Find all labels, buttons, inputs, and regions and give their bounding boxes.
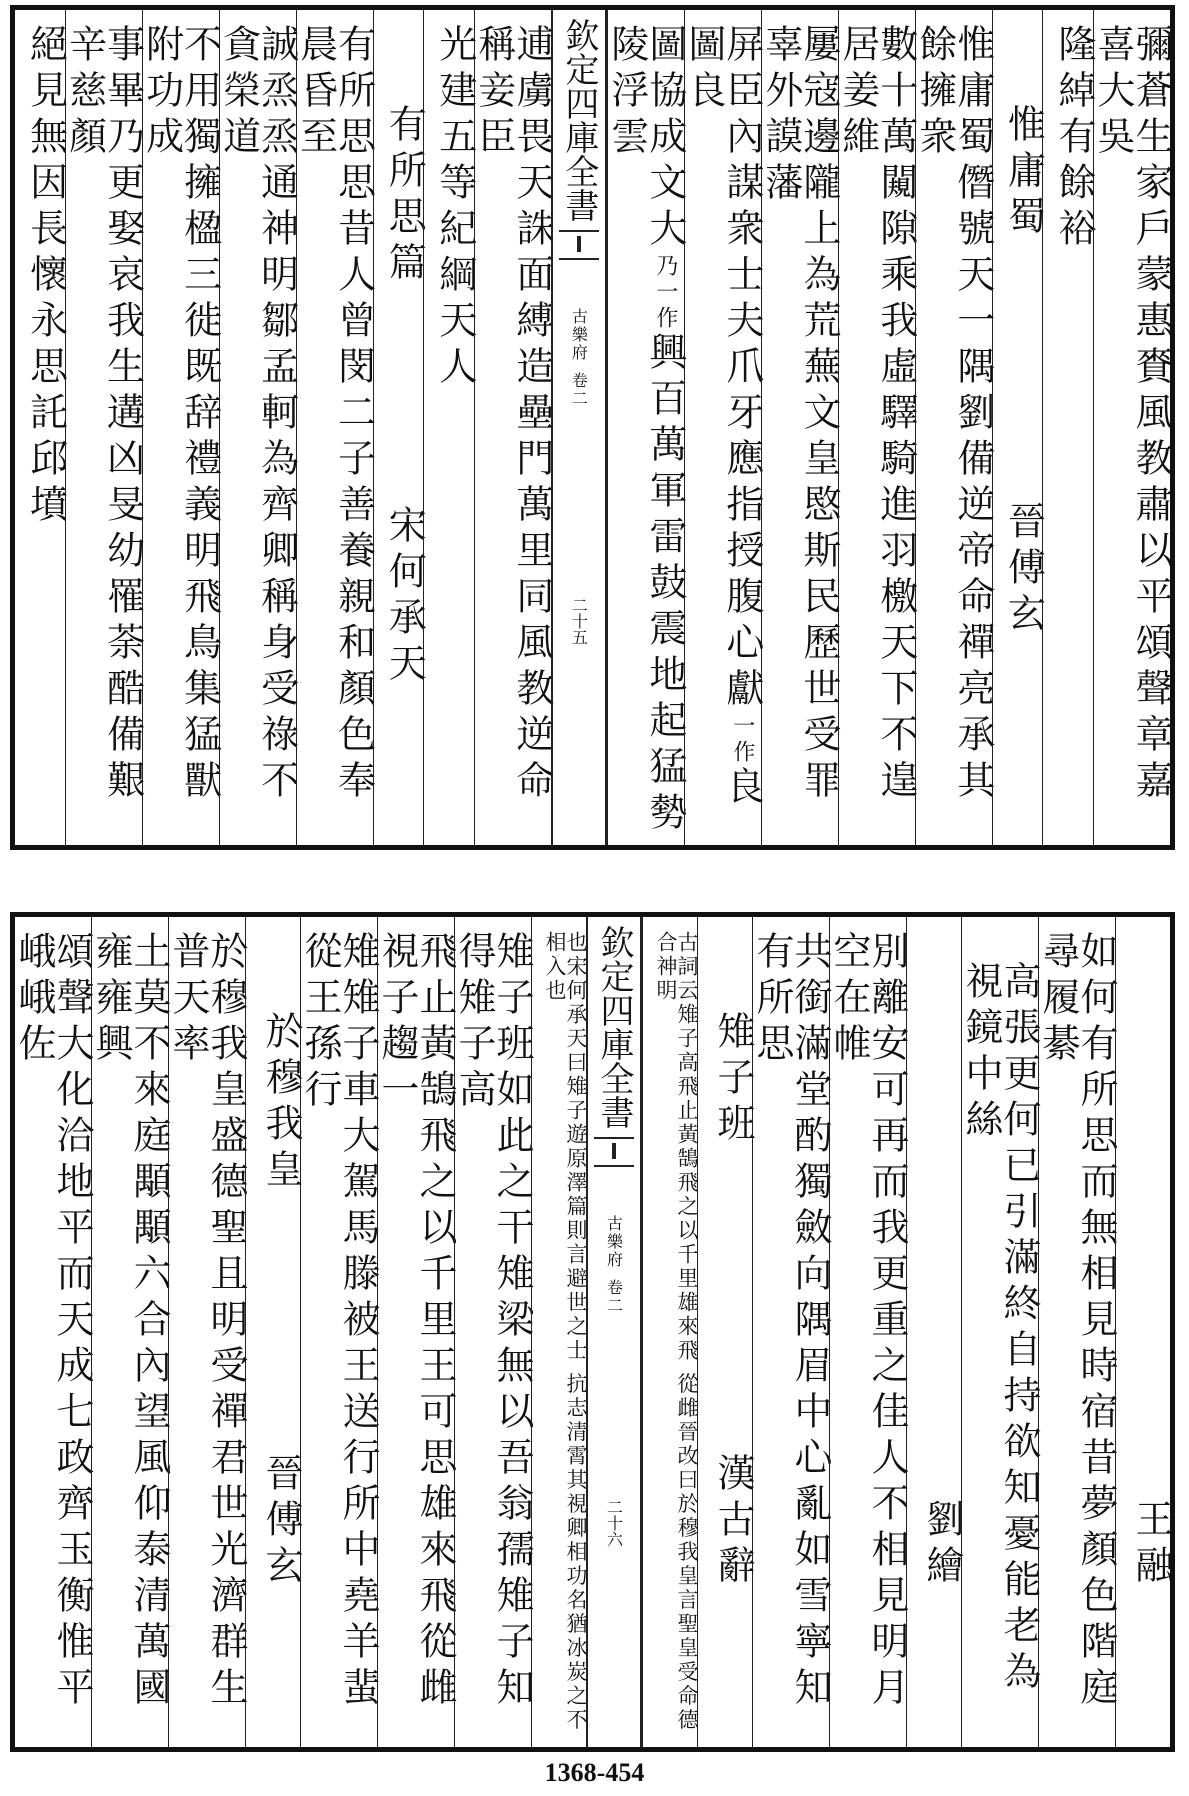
text-column (604, 10, 687, 845)
poem-title: 惟庸蜀 (1001, 104, 1046, 242)
text-column (12, 917, 94, 1747)
column-text: 屢寇邊隴上為荒蕪文皇愍斯民歷世受罪辜外謨藩 (758, 24, 841, 806)
text-column (166, 917, 248, 1747)
upper-page (10, 5, 1175, 850)
column-text: 共銜滿堂酌獨斂向隅眉中心亂如雪寧知有所思 (750, 931, 832, 1713)
column-text: 頌聲大化洽地平而天成七政齊玉衡惟平峨峨佐 (12, 931, 94, 1713)
text-column (758, 10, 841, 845)
poem-author: 晉傅玄 (1001, 501, 1046, 639)
folio-number: 二十五 (569, 597, 589, 645)
author-column (906, 917, 964, 1747)
annotation-text: 也宋何承天曰雉子遊原澤篇則言避世之士 抗志清霄其視卿相功名猶冰炭之不相入也 (543, 931, 588, 1733)
text-column (912, 10, 995, 845)
text-column (835, 10, 918, 845)
volume-label: 卷二 (569, 372, 589, 408)
column-text: 高張更何已引滿終自持欲知憂能老為視鏡中絲 (959, 961, 1041, 1697)
text-column (471, 10, 554, 845)
text-column (750, 917, 832, 1747)
page-number: 1368-454 (544, 1758, 645, 1787)
column-text: 光建五等紀綱天人 (432, 24, 477, 392)
column-text: 彌蒼生家戶蒙惠賚風教肅以平頌聲章嘉喜大吳 (1091, 24, 1173, 806)
column-text: 逋虜畏天誅面縛造壘門萬里同風教逆命稱妾臣 (471, 24, 554, 806)
column-text: 圖協成文大乃一作興百萬軍雷鼓震地起猛勢陵浮雲 (604, 24, 687, 838)
text-column (452, 917, 534, 1747)
collection-name: 古樂府 (569, 308, 589, 362)
poem-author: 晉傅玄 (259, 1453, 303, 1591)
column-text: 別離安可再而我更重之佳人不相見明月空在帷 (827, 931, 909, 1713)
title-column (373, 10, 427, 845)
poem-title: 有所思篇 (382, 104, 427, 288)
poem-author: 劉繪 (920, 1499, 964, 1591)
text-column (959, 917, 1041, 1747)
fishtail-mark (594, 1137, 634, 1167)
text-column (293, 10, 376, 845)
book-title: 欽定四庫全書 (558, 18, 599, 222)
volume-label: 卷二 (604, 1279, 624, 1315)
column-text: 不用獨擁楹三徙既辞禮義明飛鳥集猛獸附功成 (139, 24, 222, 806)
column-text: 雉雉子車大駕馬滕被王送行所中堯羊蜚從王孫行 (298, 931, 380, 1713)
center-fold (551, 10, 607, 845)
text-column (139, 10, 222, 845)
text-column (1042, 10, 1096, 845)
column-text: 土莫不來庭顒顒六合內望風仰泰清萬國雍雍興 (89, 931, 171, 1713)
column-text: 隆綽有餘裕 (1052, 24, 1096, 254)
annotation-text: 古詞云雉子高飛止黃鵠飛之以千里雄來飛 從雌晉改曰於穆我皇言聖皇受命德合神明 (654, 931, 699, 1733)
text-column (681, 10, 764, 845)
poem-author: 宋何承天 (382, 505, 427, 689)
book-title: 欽定四庫全書 (594, 925, 634, 1129)
collection-name: 古樂府 (604, 1215, 624, 1269)
title-column (992, 10, 1046, 845)
text-column (423, 10, 477, 845)
text-column (298, 917, 380, 1747)
text-column (89, 917, 171, 1747)
column-text: 事畢乃更娶哀我生遘凶旻幼罹荼酷備艱辛慈顏 (62, 24, 145, 806)
text-column (827, 917, 909, 1747)
column-text: 雉子班如此之干雉梁無以吾翁孺雉子知得雉子高 (452, 931, 534, 1713)
text-column (62, 10, 145, 845)
text-column (375, 917, 457, 1747)
author-column (1115, 917, 1173, 1747)
title-column (697, 917, 755, 1747)
note-column (531, 917, 586, 1747)
note-column (642, 917, 697, 1747)
text-column (216, 10, 299, 845)
column-text: 誠烝烝通神明鄒孟軻為齊卿稱身受祿不貪榮道 (216, 24, 299, 806)
lower-page (10, 912, 1175, 1752)
column-text: 數十萬闚隙乘我虛驛騎進羽檄天下不遑居姜維 (835, 24, 918, 806)
poem-author: 王融 (1129, 1499, 1173, 1591)
column-text: 屏臣內謀衆士夫爪牙應指授腹心獻一作良圖良 (681, 24, 764, 812)
title-column (245, 917, 303, 1747)
fishtail-mark (559, 230, 599, 260)
text-column (15, 10, 68, 845)
center-fold (586, 917, 642, 1747)
column-text: 惟庸蜀僭號天一隅劉備逆帝命禪亮承其餘擁衆 (912, 24, 995, 806)
column-text: 有所思思昔人曾閔二子善養親和顏色奉晨昏至 (293, 24, 376, 806)
folio-number: 二十六 (604, 1499, 624, 1547)
poem-title: 雉子班 (711, 1011, 755, 1149)
column-text: 如何有所思而無相見時宿昔夢顏色階庭尋履綦 (1036, 931, 1118, 1713)
poem-title: 於穆我皇 (259, 1011, 303, 1195)
column-text: 絕見無因長懷永思託邱墳 (23, 24, 68, 530)
column-text: 飛止黃鵠飛之以千里王可思雄來飛從雌視子趨一 (375, 931, 457, 1713)
poem-author: 漢古辭 (711, 1453, 755, 1591)
text-column (1036, 917, 1118, 1747)
column-text: 於穆我皇盛德聖且明受禪君世光濟群生普天率 (166, 931, 248, 1713)
text-column (1091, 10, 1173, 845)
